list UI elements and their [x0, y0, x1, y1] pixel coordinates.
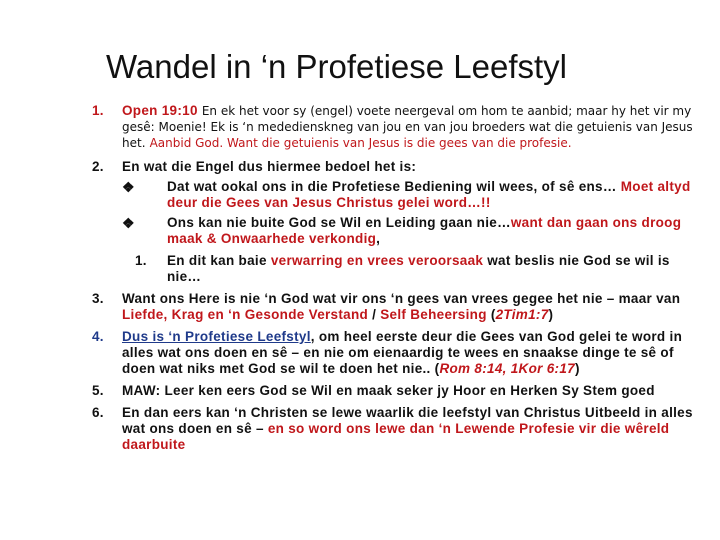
bullet-2-emphasis: want dan gaan ons droog maak & Onwaarhede verkondig: [167, 215, 682, 246]
point-3: [92, 291, 700, 323]
point-4: [92, 329, 700, 377]
subpoint-1-emphasis: verwarring en vrees veroorsaak: [270, 253, 484, 268]
point-1-quote-end: Aanbid God. Want die getuienis van Jesus is die gees van die profesie.: [149, 136, 572, 150]
point-5-number: 5.: [92, 383, 104, 398]
subpoint-1-number: 1.: [135, 253, 147, 268]
point-1-quote: En ek het voor sy (engel) voete neergeval om hom te aanbid; maar hy het vir my gesê: Moenie! Ek is ‘n mededienskneg van jou en van jou broeders wat die getuienis van Jesus het.: [122, 104, 693, 150]
bullet-2-text: Ons kan nie buite God se Wil en Leiding gaan nie…: [167, 215, 511, 230]
point-3-reference: 2Tim1:7: [495, 307, 549, 322]
point-3-emphasis-1: Liefde, Krag en ‘n Gesonde Verstand: [122, 307, 369, 322]
point-1: [92, 103, 700, 151]
point-3-number: 3.: [92, 291, 104, 306]
bullet-1-emphasis: Moet altyd deur die Gees van Jesus Christus gelei word…!!: [167, 179, 691, 210]
point-6-text: En dan eers kan ‘n Christen se lewe waarlik die leefstyl van Christus Uitbeeld in alles wat ons doen en sê –: [122, 405, 693, 436]
point-5-text: MAW: Leer ken eers God se Wil en maak seker jy Hoor en Herken Sy Stem goed: [122, 383, 655, 398]
point-5: [92, 383, 700, 399]
point-2-bullet-1: [122, 179, 700, 211]
point-4-number: 4.: [92, 329, 104, 344]
point-2-number: 2.: [92, 159, 104, 174]
point-2-subpoint-1: [122, 253, 700, 285]
point-3-text: Want ons Here is nie ‘n God wat vir ons ‘n gees van vrees gegee het nie – maar van: [122, 291, 681, 306]
point-4-text: , om heel eerste deur die Gees van God gelei te word in alles wat ons doen en sê – en nie om eienaardig te wees en snaakse dinge te sê of doen wat niks met God se wil te doen het nie.. (: [122, 329, 683, 376]
point-4-paren-close: ): [574, 361, 580, 376]
point-3-emphasis-2: Self Beheersing: [380, 307, 487, 322]
subpoint-1-text: En dit kan baie: [167, 253, 271, 268]
point-3-paren-open: (: [486, 307, 496, 322]
point-2-text: En wat die Engel dus hiermee bedoel het is:: [122, 159, 417, 174]
point-3-paren-close: ): [548, 307, 554, 322]
diamond-bullet-icon: ❖: [122, 179, 135, 195]
diamond-bullet-icon: ❖: [122, 215, 135, 231]
point-1-reference: Open 19:10: [122, 103, 198, 118]
point-list: [92, 103, 700, 453]
point-1-number: 1.: [92, 103, 104, 118]
point-3-separator: /: [368, 307, 381, 322]
point-6: [92, 405, 700, 453]
point-4-heading: Dus is ‘n Profetiese Leefstyl: [122, 329, 311, 344]
point-2: [92, 159, 700, 285]
point-6-emphasis: en so word ons lewe dan ‘n Lewende Profesie vir die wêreld daarbuite: [122, 421, 670, 452]
point-6-number: 6.: [92, 405, 104, 420]
slide-title: Wandel in ‘n Profetiese Leefstyl: [106, 48, 568, 85]
point-2-bullet-2: [122, 215, 700, 247]
bullet-1-text: Dat wat ookal ons in die Profetiese Bediening wil wees, of sê ens…: [167, 179, 617, 194]
bullet-2-end: ,: [376, 231, 381, 246]
point-4-reference: Rom 8:14, 1Kor 6:17: [439, 361, 575, 376]
subpoint-1-end: wat beslis nie God se wil is nie…: [167, 253, 670, 284]
